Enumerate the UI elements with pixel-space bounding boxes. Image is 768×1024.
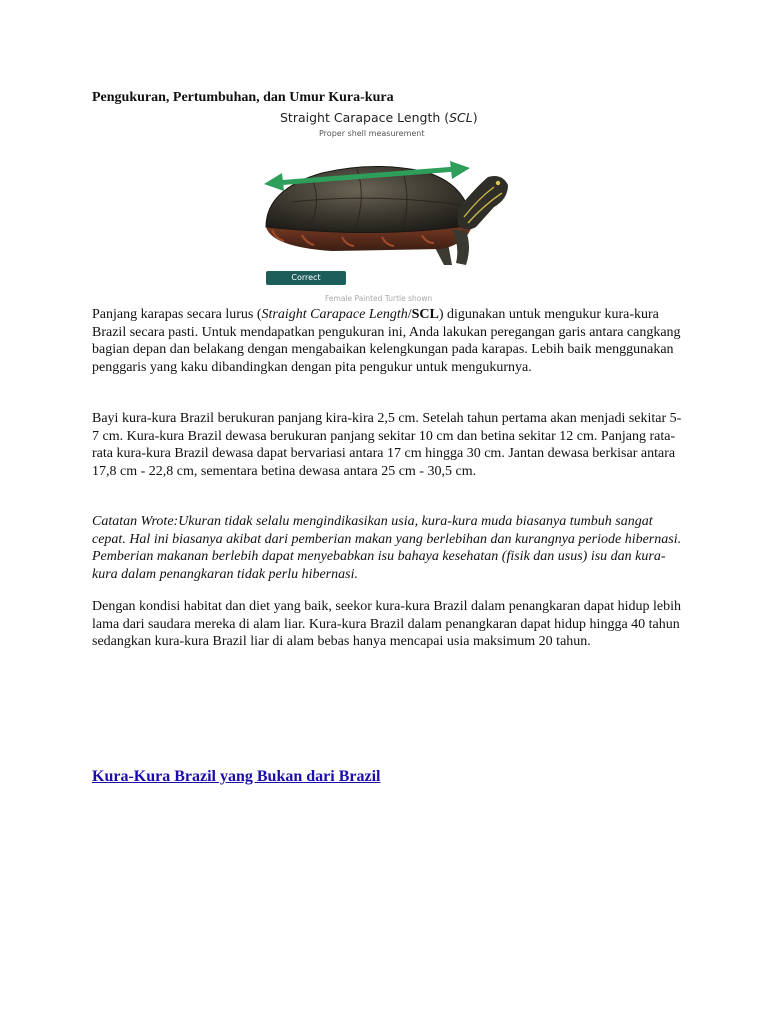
figure-title-main: Straight Carapace Length ( [280, 110, 450, 125]
next-article-link[interactable]: Kura-Kura Brazil yang Bukan dari Brazil [92, 768, 381, 785]
turtle-front-leg [452, 229, 469, 265]
turtle-eye [496, 181, 500, 185]
p1-before: Panjang karapas secara lurus ( [92, 307, 262, 322]
turtle-head [458, 176, 508, 230]
paragraph-scl [92, 306, 688, 376]
paragraph-note: Catatan Wrote:Ukuran tidak selalu mengindikasikan usia, kura-kura muda biasanya tumbuh sangat cepat. Hal ini biasanya akibat dari pemberian makan yang berlebihan dan kurangnya periode hibernasi. Pemberian makanan berlebih dapat menyebabkan isu bahaya kesehatan (fisik dan usus) isu dan kura-kura dalam penangkaran tidak perlu hibernasi. [92, 514, 682, 582]
p1-italic: Straight Carapace Length [261, 307, 408, 322]
page-heading: Pengukuran, Pertumbuhan, dan Umur Kura-kura [92, 90, 394, 105]
paragraph-sizes: Bayi kura-kura Brazil berukuran panjang kira-kira 2,5 cm. Setelah tahun pertama akan menjadi sekitar 5-7 cm. Kura-kura Brazil dewasa berukuran panjang sekitar 10 cm dan betina sekitar 12 cm. Panjang rata-rata kura-kura Brazil dewasa dapat bervariasi antara 17 cm hingga 30 cm. Jantan dewasa berkisar antara 17,8 cm - 22,8 cm, sementara betina dewasa antara 25 cm - 30,5 cm. [92, 411, 682, 479]
p1-bold: SCL [411, 307, 439, 322]
turtle-photo [262, 147, 512, 269]
figure-title-abbr: SCL [449, 110, 473, 125]
figure-title-end: ) [472, 110, 478, 125]
figure-caption: Female Painted Turtle shown [325, 294, 433, 303]
correct-badge: Correct [266, 271, 346, 285]
figure-title [280, 110, 478, 125]
scl-figure [262, 107, 512, 307]
figure-subtitle: Proper shell measurement [319, 129, 425, 138]
p1-after: ) digunakan untuk mengukur kura-kura Brazil secara pasti. Untuk mendapatkan pengukuran ini, Anda lakukan peregangan garis antara cangkang bagian depan dan belakang dengan mengabaikan kelengkungan pada karapas. Lebih baik menggunakan penggaris yang kaku dibandingkan dengan pita pengukur untuk mengukurnya. [92, 307, 681, 375]
paragraph-lifespan: Dengan kondisi habitat dan diet yang baik, seekor kura-kura Brazil dalam penangkaran dapat hidup lebih lama dari saudara mereka di alam liar. Kura-kura Brazil dalam penangkaran dapat hidup hingga 40 tahun sedangkan kura-kura Brazil liar di alam bebas hanya mencapai usia maksimum 20 tahun. [92, 599, 681, 649]
p1-slash: / [407, 307, 412, 322]
